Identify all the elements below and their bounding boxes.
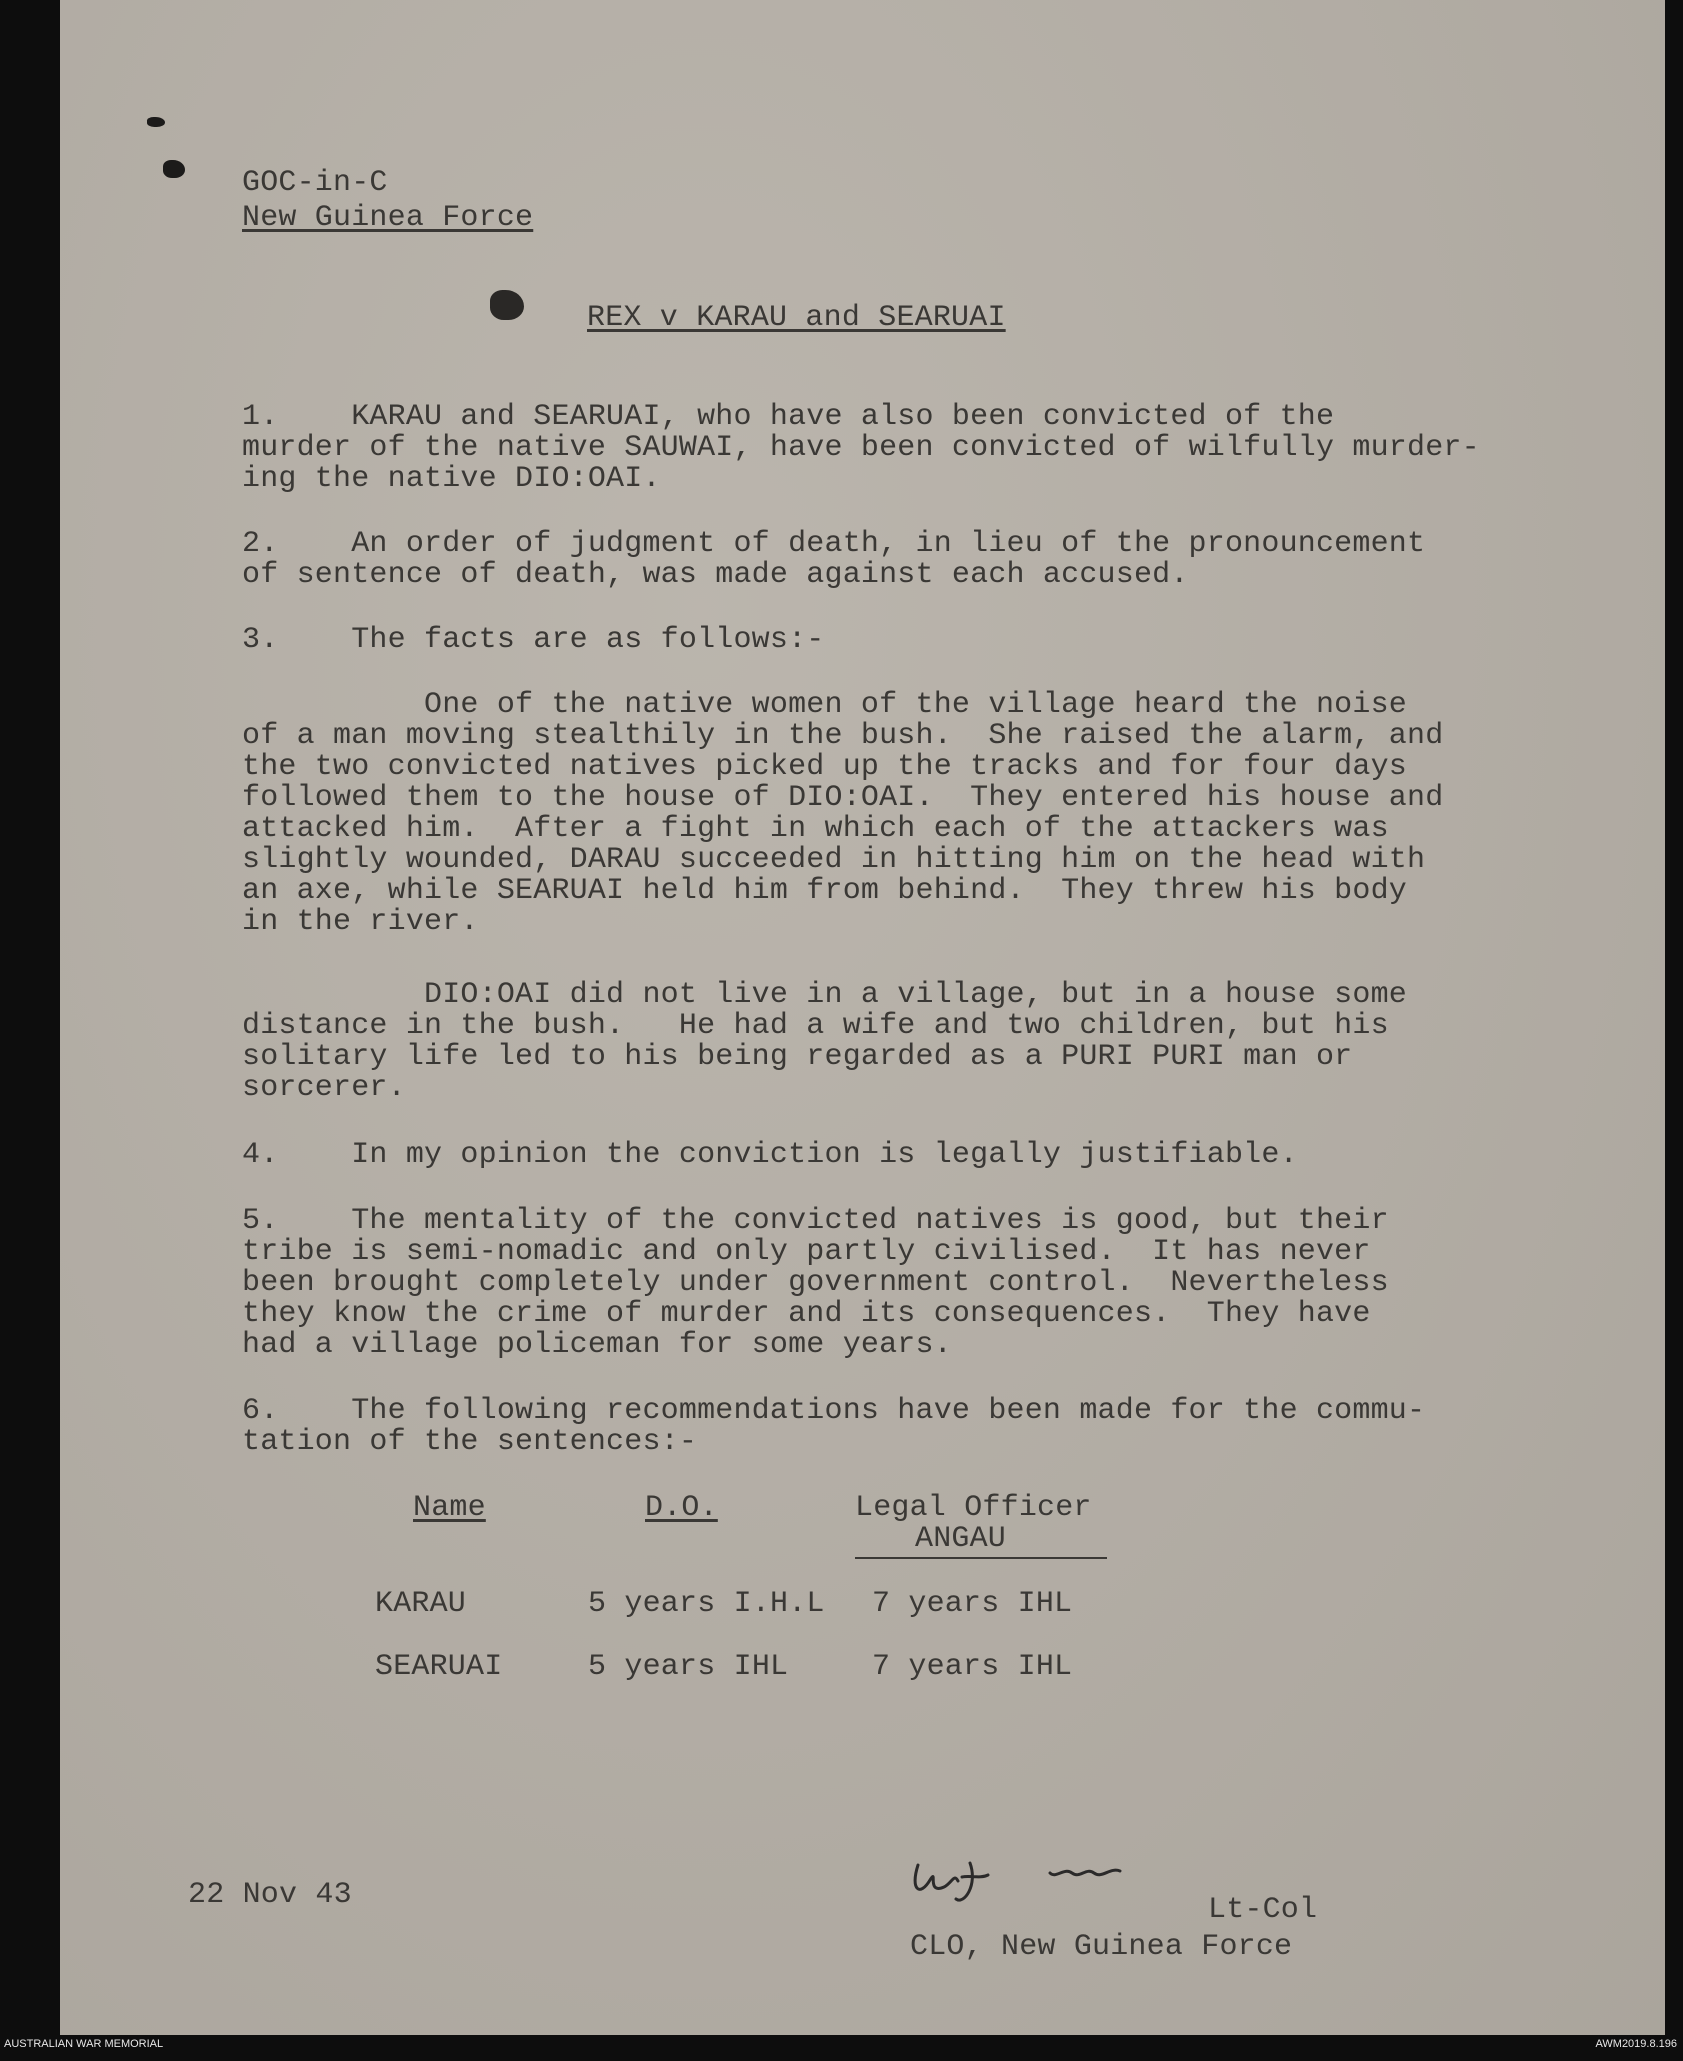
document-title: REX v KARAU and SEARUAI — [587, 301, 1006, 335]
text-line: in the river. — [242, 905, 479, 939]
text-line: they know the crime of murder and its consequences. They have — [242, 1297, 1371, 1331]
table-header-do: D.O. — [645, 1491, 718, 1525]
punch-hole — [490, 290, 524, 320]
text-line: DIO:OAI did not live in a village, but in a house some — [242, 978, 1407, 1012]
signature — [900, 1835, 1200, 1915]
text-line: an axe, while SEARUAI held him from behind. They threw his body — [242, 874, 1407, 908]
text-line: solitary life led to his being regarded as a PURI PURI man or — [242, 1040, 1353, 1074]
table-cell-name: SEARUAI — [375, 1650, 503, 1684]
table-cell-name: KARAU — [375, 1587, 467, 1621]
signatory-position: CLO, New Guinea Force — [910, 1930, 1293, 1964]
document-page — [60, 0, 1665, 2035]
text-line: 6. The following recommendations have been made for the commu- — [242, 1394, 1426, 1428]
footer-reference: AWM2019.8.196 — [1595, 2038, 1677, 2050]
table-cell-legal: 7 years IHL — [872, 1650, 1073, 1684]
text-line: attacked him. After a fight in which each of the attackers was — [242, 812, 1389, 846]
text-line: 1. KARAU and SEARUAI, who have also been convicted of the — [242, 400, 1335, 434]
paragraph-3: 3. The facts are as follows:- — [242, 623, 825, 657]
text-line: sorcerer. — [242, 1071, 406, 1105]
paragraph-4: 4. In my opinion the conviction is legally justifiable. — [242, 1138, 1298, 1172]
text-line: had a village policeman for some years. — [242, 1328, 952, 1362]
text-line: 5. The mentality of the convicted natives is good, but their — [242, 1204, 1389, 1238]
table-header-underline — [855, 1557, 1107, 1559]
text-line: 2. An order of judgment of death, in lieu of the pronouncement — [242, 527, 1426, 561]
punch-hole — [163, 160, 185, 178]
signatory-rank: Lt-Col — [1208, 1893, 1318, 1927]
date: 22 Nov 43 — [188, 1878, 352, 1912]
text-line: tribe is semi-nomadic and only partly civilised. It has never — [242, 1235, 1371, 1269]
punch-hole — [147, 117, 165, 127]
table-cell-do: 5 years IHL — [588, 1650, 789, 1684]
text-line: One of the native women of the village heard the noise — [242, 688, 1407, 722]
footer-archive-name: AUSTRALIAN WAR MEMORIAL — [4, 2038, 164, 2050]
text-line: been brought completely under government control. Nevertheless — [242, 1266, 1389, 1300]
text-line: distance in the bush. He had a wife and two children, but his — [242, 1009, 1389, 1043]
addressee-line2: New Guinea Force — [242, 201, 534, 235]
addressee-line1: GOC-in-C — [242, 166, 388, 200]
table-header-name: Name — [413, 1491, 486, 1525]
text-line: murder of the native SAUWAI, have been convicted of wilfully murder- — [242, 431, 1480, 465]
text-line: followed them to the house of DIO:OAI. They entered his house and — [242, 781, 1444, 815]
table-cell-legal: 7 years IHL — [872, 1587, 1073, 1621]
text-line: of a man moving stealthily in the bush. She raised the alarm, and — [242, 719, 1444, 753]
text-line: tation of the sentences:- — [242, 1425, 698, 1459]
table-header-angau: ANGAU — [915, 1522, 1007, 1556]
table-cell-do: 5 years I.H.L — [588, 1587, 825, 1621]
text-line: the two convicted natives picked up the tracks and for four days — [242, 750, 1407, 784]
text-line: of sentence of death, was made against each accused. — [242, 558, 1189, 592]
text-line: ing the native DIO:OAI. — [242, 462, 661, 496]
text-line: slightly wounded, DARAU succeeded in hitting him on the head with — [242, 843, 1426, 877]
table-header-legal-officer: Legal Officer — [855, 1491, 1092, 1525]
